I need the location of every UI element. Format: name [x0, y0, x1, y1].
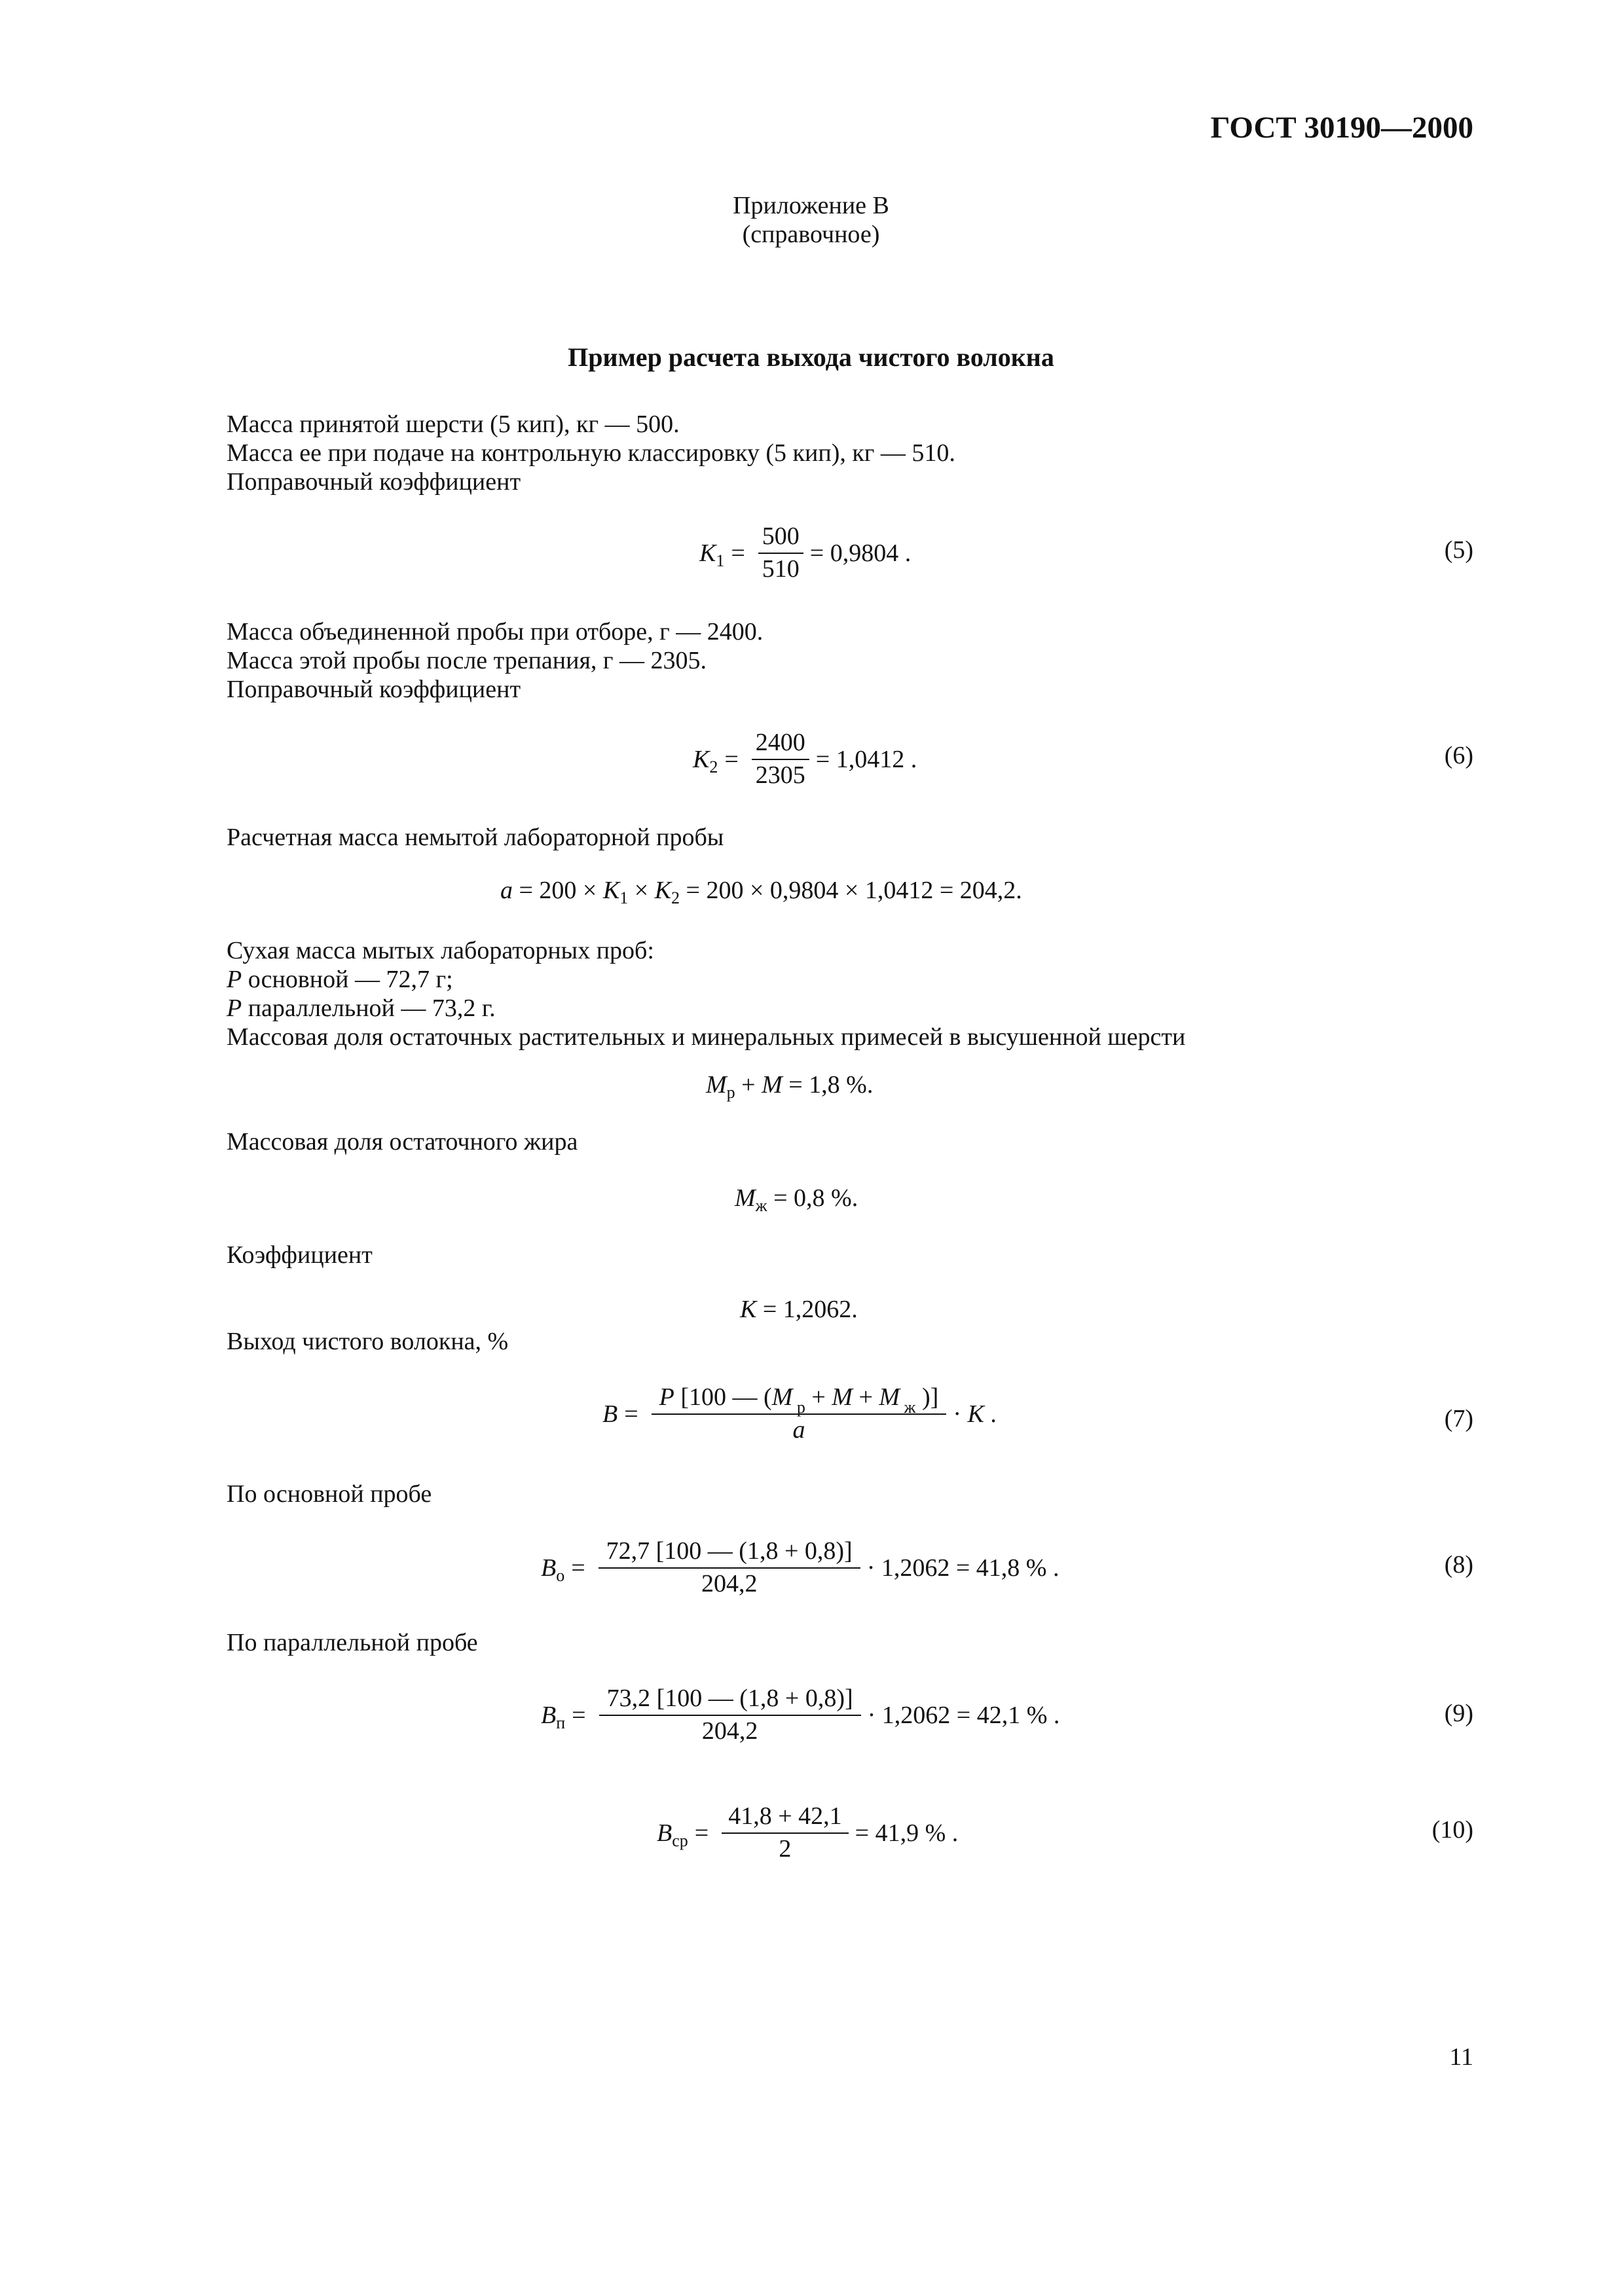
- formula-k2: K 2 = $\frac{2400}{2305}$ = 1,0412 .: [693, 729, 917, 789]
- formula-variable: M: [762, 1071, 783, 1099]
- paragraph: Коэффициент: [227, 1241, 373, 1269]
- fraction-denominator: 204,2: [701, 1569, 758, 1597]
- formula-variable: B: [541, 1701, 557, 1729]
- formula-result: = 1,0412 .: [815, 745, 917, 773]
- paragraph: [227, 994, 496, 1023]
- formula-variable: K: [602, 877, 620, 904]
- formula-variable: a: [500, 877, 513, 904]
- fraction-numerator: 500: [758, 524, 803, 554]
- fraction: [652, 1385, 947, 1444]
- paragraph: Масса этой пробы после трепания, г — 2305.: [227, 647, 707, 674]
- formula-variable: M: [706, 1071, 727, 1099]
- equation-number: (10): [1431, 1816, 1473, 1844]
- formula-subscript: ж: [755, 1196, 767, 1215]
- formula-text: +: [805, 1383, 832, 1411]
- formula-subscript: 1: [716, 551, 725, 570]
- equation-number: (8): [1444, 1551, 1473, 1578]
- variable: Р: [227, 966, 242, 993]
- formula-text: .: [984, 1400, 997, 1428]
- formula-subscript: ж: [900, 1398, 916, 1417]
- formula-text: ×: [628, 877, 655, 904]
- paragraph-text: основной — 72,7 г;: [242, 966, 453, 993]
- formula-k1: K 1 = $\frac{500}{510}$ = 0,9804 .: [699, 522, 912, 583]
- fraction-denominator: a: [792, 1415, 805, 1444]
- formula-variable: K: [654, 877, 672, 904]
- fraction: [599, 1539, 860, 1597]
- paragraph-text: параллельной — 73,2 г.: [242, 994, 496, 1022]
- fraction-numerator: 73,2 [100 — (1,8 + 0,8)]: [599, 1686, 861, 1716]
- formula-b: [602, 1385, 997, 1444]
- fraction-denominator: 2: [779, 1834, 792, 1863]
- paragraph: Масса принятой шерсти (5 кип), кг — 500.: [227, 410, 680, 438]
- formula-subscript: 2: [671, 888, 680, 907]
- fraction-numerator: 41,8 + 42,1: [722, 1804, 848, 1834]
- formula-operator: =: [624, 1400, 638, 1428]
- document-code: ГОСТ 30190—2000: [1210, 111, 1473, 145]
- paragraph: Массовая доля остаточных растительных и минеральных примесей в высушенной шерсти: [227, 1023, 1186, 1051]
- formula-text: = 1,2062.: [756, 1296, 858, 1323]
- equation-number: (5): [1444, 536, 1473, 564]
- formula-result: = 41,9 % .: [855, 1819, 959, 1847]
- paragraph: Поправочный коэффициент: [227, 468, 521, 496]
- paragraph: Масса ее при подаче на контрольную классировку (5 кип), кг — 510.: [227, 439, 955, 467]
- formula-mzh: [735, 1184, 858, 1215]
- fraction-denominator: 510: [762, 555, 800, 583]
- formula-subscript: о: [556, 1565, 565, 1585]
- annex-subtitle: (справочное): [742, 221, 880, 248]
- equation-number: (7): [1444, 1405, 1473, 1432]
- formula-variable: M: [771, 1383, 793, 1411]
- formula-variable: K: [699, 539, 716, 567]
- fraction: [722, 1804, 848, 1863]
- formula-subscript: р: [792, 1398, 805, 1417]
- paragraph: [227, 965, 453, 994]
- paragraph: Сухая масса мытых лабораторных проб:: [227, 937, 654, 964]
- formula-text: ·: [953, 1400, 968, 1428]
- formula-variable: B: [541, 1554, 557, 1582]
- paragraph: Поправочный коэффициент: [227, 676, 521, 703]
- equation-number: (6): [1444, 742, 1473, 769]
- formula-variable: M: [832, 1383, 853, 1411]
- formula-result: = 0,9804 .: [809, 539, 912, 567]
- formula-result: · 1,2062 = 42,1 % .: [867, 1701, 1060, 1729]
- equation-number: (9): [1444, 1700, 1473, 1727]
- formula-variable: K: [693, 745, 710, 773]
- formula-subscript: п: [556, 1713, 566, 1732]
- formula-subscript: 2: [709, 757, 718, 776]
- fraction-numerator: 72,7 [100 — (1,8 + 0,8)]: [599, 1539, 860, 1569]
- formula-subscript: 1: [619, 888, 629, 907]
- formula-mp: [706, 1070, 874, 1102]
- formula-subscript: р: [726, 1083, 735, 1102]
- formula-bcp: B ср = $\frac{41,8 + 42,1}{2}$ = 41,9 % .: [657, 1802, 959, 1863]
- variable: Р: [227, 994, 242, 1022]
- page-number: 11: [1449, 2043, 1473, 2071]
- formula-variable: B: [602, 1400, 618, 1428]
- formula-k: [740, 1295, 858, 1324]
- formula-text: +: [735, 1071, 762, 1099]
- fraction-denominator: 204,2: [701, 1717, 758, 1745]
- paragraph: Массовая доля остаточного жира: [227, 1128, 578, 1156]
- formula-bp: B п = $\frac{73,2 [100 — (1,8 + 0,8)]}{204,2}$ · 1,2062 = 42,1 % .: [541, 1685, 1060, 1745]
- formula-text: )]: [915, 1383, 939, 1411]
- fraction: [599, 1686, 861, 1745]
- formula-a: [500, 876, 1022, 905]
- section-title: Пример расчета выхода чистого волокна: [568, 342, 1054, 372]
- formula-text: [100 — (: [674, 1383, 772, 1411]
- paragraph: По параллельной пробе: [227, 1629, 478, 1656]
- formula-text: = 1,8 %.: [782, 1071, 874, 1099]
- formula-text: = 200 × 0,9804 × 1,0412 = 204,2.: [680, 877, 1022, 904]
- paragraph: По основной пробе: [227, 1480, 432, 1508]
- formula-result: · 1,2062 = 41,8 % .: [866, 1554, 1060, 1582]
- formula-variable: K: [740, 1296, 757, 1323]
- formula-bo: B о = $\frac{72,7 [100 — (1,8 + 0,8)]}{204,2}$ · 1,2062 = 41,8 % .: [541, 1537, 1060, 1597]
- formula-subscript: ср: [672, 1831, 688, 1850]
- paragraph: Масса объединенной пробы при отборе, г — 2400.: [227, 618, 764, 646]
- paragraph: Выход чистого волокна, %: [227, 1328, 509, 1355]
- paragraph: Расчетная масса немытой лабораторной пробы: [227, 824, 724, 851]
- formula-variable: M: [735, 1184, 756, 1212]
- fraction: [752, 730, 809, 789]
- formula-text: = 200 ×: [513, 877, 603, 904]
- fraction-denominator: 2305: [755, 761, 805, 789]
- annex-title: Приложение В: [733, 192, 889, 219]
- formula-variable: B: [657, 1819, 673, 1847]
- formula-variable: K: [967, 1400, 984, 1428]
- formula-text: = 0,8 %.: [767, 1184, 858, 1212]
- formula-variable: P: [659, 1383, 674, 1411]
- fraction-numerator: 2400: [752, 730, 809, 760]
- formula-text: +: [852, 1383, 879, 1411]
- fraction: [758, 524, 803, 583]
- fraction-numerator: [652, 1385, 947, 1415]
- formula-variable: M: [879, 1383, 900, 1411]
